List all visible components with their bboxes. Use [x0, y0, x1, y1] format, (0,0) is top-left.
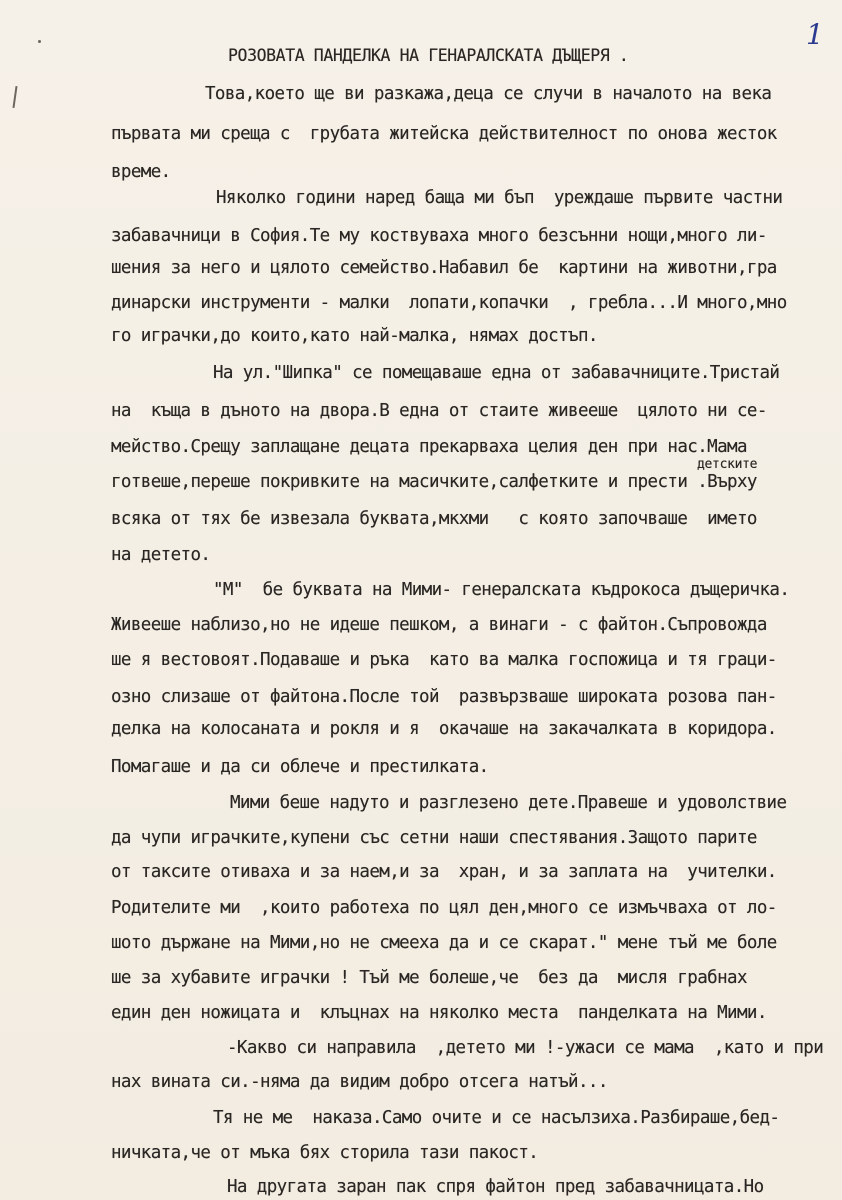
text-line-28: -Какво си направила ,детето ми !-ужаси се мама ,като и при: [227, 1038, 824, 1058]
text-line-18: озно слизаше от файтона.После той развързваше широката розова пан-: [111, 687, 777, 707]
text-line-25: шото държане на Мими,но не смееха да и се скарат." мене тъй ме боле: [111, 933, 777, 953]
text-line-9: На ул."Шипка" се помещаваше една от забавачниците.Тристай: [213, 363, 780, 383]
text-line-22: да чупи играчките,купени със сетни наши спестявания.Защото парите: [111, 828, 757, 848]
inserted-word: детските: [697, 457, 758, 472]
text-line-2: първата ми среща с грубата житейска действителност по онова жесток: [111, 124, 777, 144]
text-line-6: шения за него и цялото семейство.Набавил бе картини на животни,гра: [111, 258, 777, 278]
text-line-13: всяка от тях бе извезала буквата,мкхми с която започваше името: [111, 509, 757, 529]
document-title: РОЗОВАТА ПАНДЕЛКА НА ГЕНАРАЛСКАТА ДЪЩЕРЯ .: [228, 46, 629, 65]
text-line-10: на къща в дъното на двора.В една от стаите живееше цялото ни се-: [111, 401, 767, 421]
text-line-5: забавачници в София.Те му коствуваха много безсънни нощи,много ли-: [111, 226, 767, 246]
text-line-26: ше за хубавите играчки ! Тъй ме болеше,че без да мисля грабнах: [111, 968, 747, 988]
text-line-19: делка на колосаната и рокля и я окачаше на закачалката в коридора.: [111, 719, 777, 739]
text-line-1: Това,което ще ви разкажа,деца се случи в началото на века: [205, 84, 772, 104]
margin-dot: [38, 40, 41, 43]
text-line-27: един ден ножицата и клъцнах на няколко места панделката на Мими.: [111, 1003, 767, 1023]
text-line-14: на детето.: [111, 545, 211, 565]
text-line-17: ше я вестовоят.Подаваше и ръка като ва малка госпожица и тя граци-: [111, 650, 777, 670]
text-line-12: готвеше,переше покривките на масичките,салфетките и прести .Върху: [111, 472, 757, 492]
text-line-31: ничката,че от мъка бях сторила тази пакост.: [111, 1143, 539, 1163]
text-line-23: от таксите отиваха и за наем,и за хран, и за заплата на учителки.: [111, 862, 777, 882]
page-number: 1: [806, 18, 824, 51]
text-line-29: нах вината си.-няма да видим добро отсега натъй...: [111, 1072, 608, 1092]
margin-mark: [12, 86, 17, 108]
text-line-16: Живееше наблизо,но не идеше пешком, а винаги - с файтон.Съпровожда: [111, 615, 767, 635]
text-line-24: Родителите ми ,които работеха по цял ден,много се измъчваха от ло-: [111, 898, 777, 918]
text-line-21: Мими беше надуто и разглезено дете.Правеше и удоволствие: [230, 793, 787, 813]
text-line-20: Помагаше и да си облече и престилката.: [111, 757, 489, 777]
text-line-32: На другата заран пак спря файтон пред забавачницата.Но: [227, 1177, 764, 1197]
text-line-8: го играчки,до които,като най-малка, нямах достъп.: [111, 326, 598, 346]
text-line-4: Няколко години наред баща ми бъп уреждаше първите частни: [216, 188, 783, 208]
text-line-3: време.: [111, 162, 171, 182]
text-line-7: динарски инструменти - малки лопати,копачки , гребла...И много,мно: [111, 293, 787, 313]
text-line-15: "М" бе буквата на Мими- генералската къдрокоса дъщеричка.: [213, 580, 790, 600]
text-line-30: Тя не ме наказа.Само очите и се насълзиха.Разбираше,бед-: [213, 1108, 780, 1128]
text-line-11: мейство.Срещу заплащане децата прекарваха целия ден при нас.Мама: [111, 437, 747, 457]
